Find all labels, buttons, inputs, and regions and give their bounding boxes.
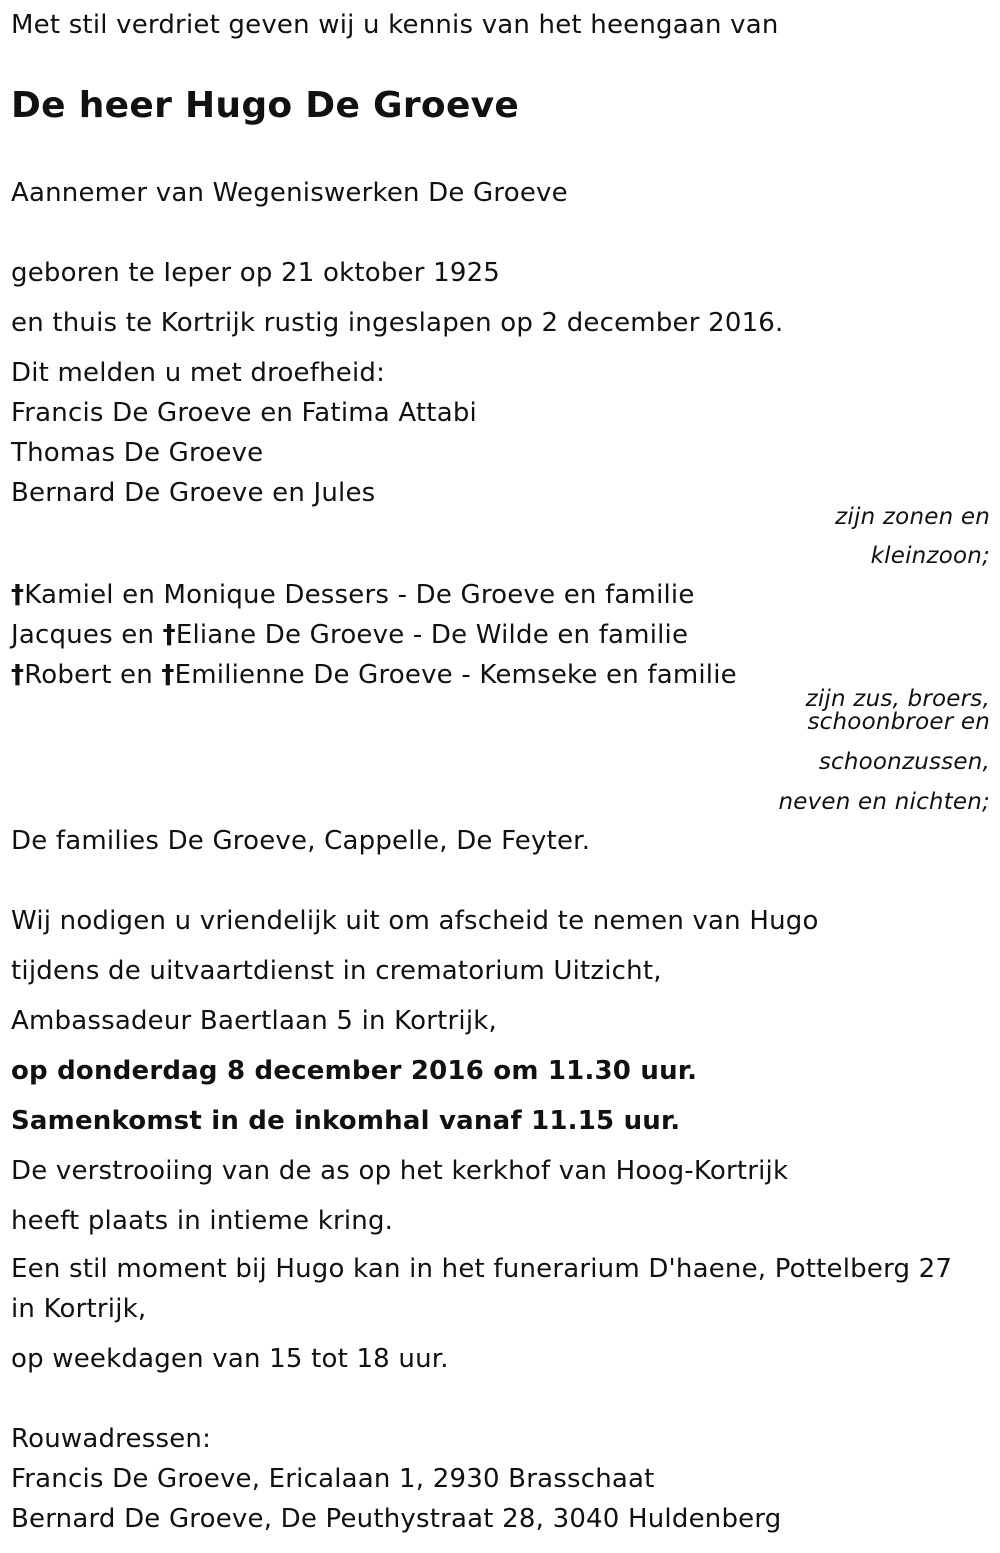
ashes-line: De verstrooiing van de as op het kerkhof van Hoog-Kortrijk [11, 1156, 789, 1186]
sibling-text: Eliane De Groeve - De Wilde en familie [175, 620, 689, 650]
gathering-time: Samenkomst in de inkomhal vanaf 11.15 uur. [11, 1106, 681, 1136]
siblings-relation: neven en nichten; [778, 789, 990, 815]
sibling-line [11, 660, 737, 690]
sibling-line [11, 620, 688, 650]
announce-line: Dit melden u met droefheid: [11, 358, 386, 388]
son-line: Thomas De Groeve [11, 438, 264, 468]
intro-line: Met stil verdriet geven wij u kennis van het heengaan van [11, 10, 779, 40]
families-line: De families De Groeve, Cappelle, De Feyter. [11, 826, 591, 856]
ashes-line: heeft plaats in intieme kring. [11, 1206, 394, 1236]
address-line: Francis De Groeve, Ericalaan 1, 2930 Brasschaat [11, 1464, 655, 1494]
invite-line: tijdens de uitvaartdienst in crematorium Uitzicht, [11, 956, 662, 986]
visit-line: Een stil moment bij Hugo kan in het funerarium D'haene, Pottelberg 27 [11, 1254, 953, 1284]
addresses-title: Rouwadressen: [11, 1424, 212, 1454]
service-time: op donderdag 8 december 2016 om 11.30 uur. [11, 1056, 698, 1086]
sons-relation: zijn zonen en [835, 504, 990, 530]
visit-line: in Kortrijk, [11, 1294, 147, 1324]
occupation: Aannemer van Wegeniswerken De Groeve [11, 178, 568, 208]
invite-line: Ambassadeur Baertlaan 5 in Kortrijk, [11, 1006, 497, 1036]
siblings-relation: schoonbroer en [807, 709, 990, 735]
siblings-relation: schoonzussen, [818, 749, 990, 775]
sibling-line [11, 580, 695, 610]
deceased-name: De heer Hugo De Groeve [11, 85, 520, 126]
invite-line: Wij nodigen u vriendelijk uit om afscheid te nemen van Hugo [11, 906, 819, 936]
sibling-text: Robert en [24, 660, 162, 690]
cross-icon: † [162, 620, 176, 650]
sibling-text: Jacques en [11, 620, 163, 650]
cross-icon: † [11, 580, 25, 610]
sibling-text: Emilienne De Groeve - Kemseke en familie [174, 660, 737, 690]
death-line: en thuis te Kortrijk rustig ingeslapen op 2 december 2016. [11, 308, 784, 338]
birth-line: geboren te Ieper op 21 oktober 1925 [11, 258, 501, 288]
son-line: Bernard De Groeve en Jules [11, 478, 376, 508]
address-line: Bernard De Groeve, De Peuthystraat 28, 3040 Huldenberg [11, 1504, 782, 1534]
son-line: Francis De Groeve en Fatima Attabi [11, 398, 477, 428]
cross-icon: † [161, 660, 175, 690]
siblings-relation: zijn zus, broers, [805, 686, 990, 712]
sons-relation: kleinzoon; [870, 543, 990, 569]
cross-icon: † [11, 660, 25, 690]
visit-line: op weekdagen van 15 tot 18 uur. [11, 1344, 449, 1374]
sibling-text: Kamiel en Monique Dessers - De Groeve en familie [24, 580, 695, 610]
